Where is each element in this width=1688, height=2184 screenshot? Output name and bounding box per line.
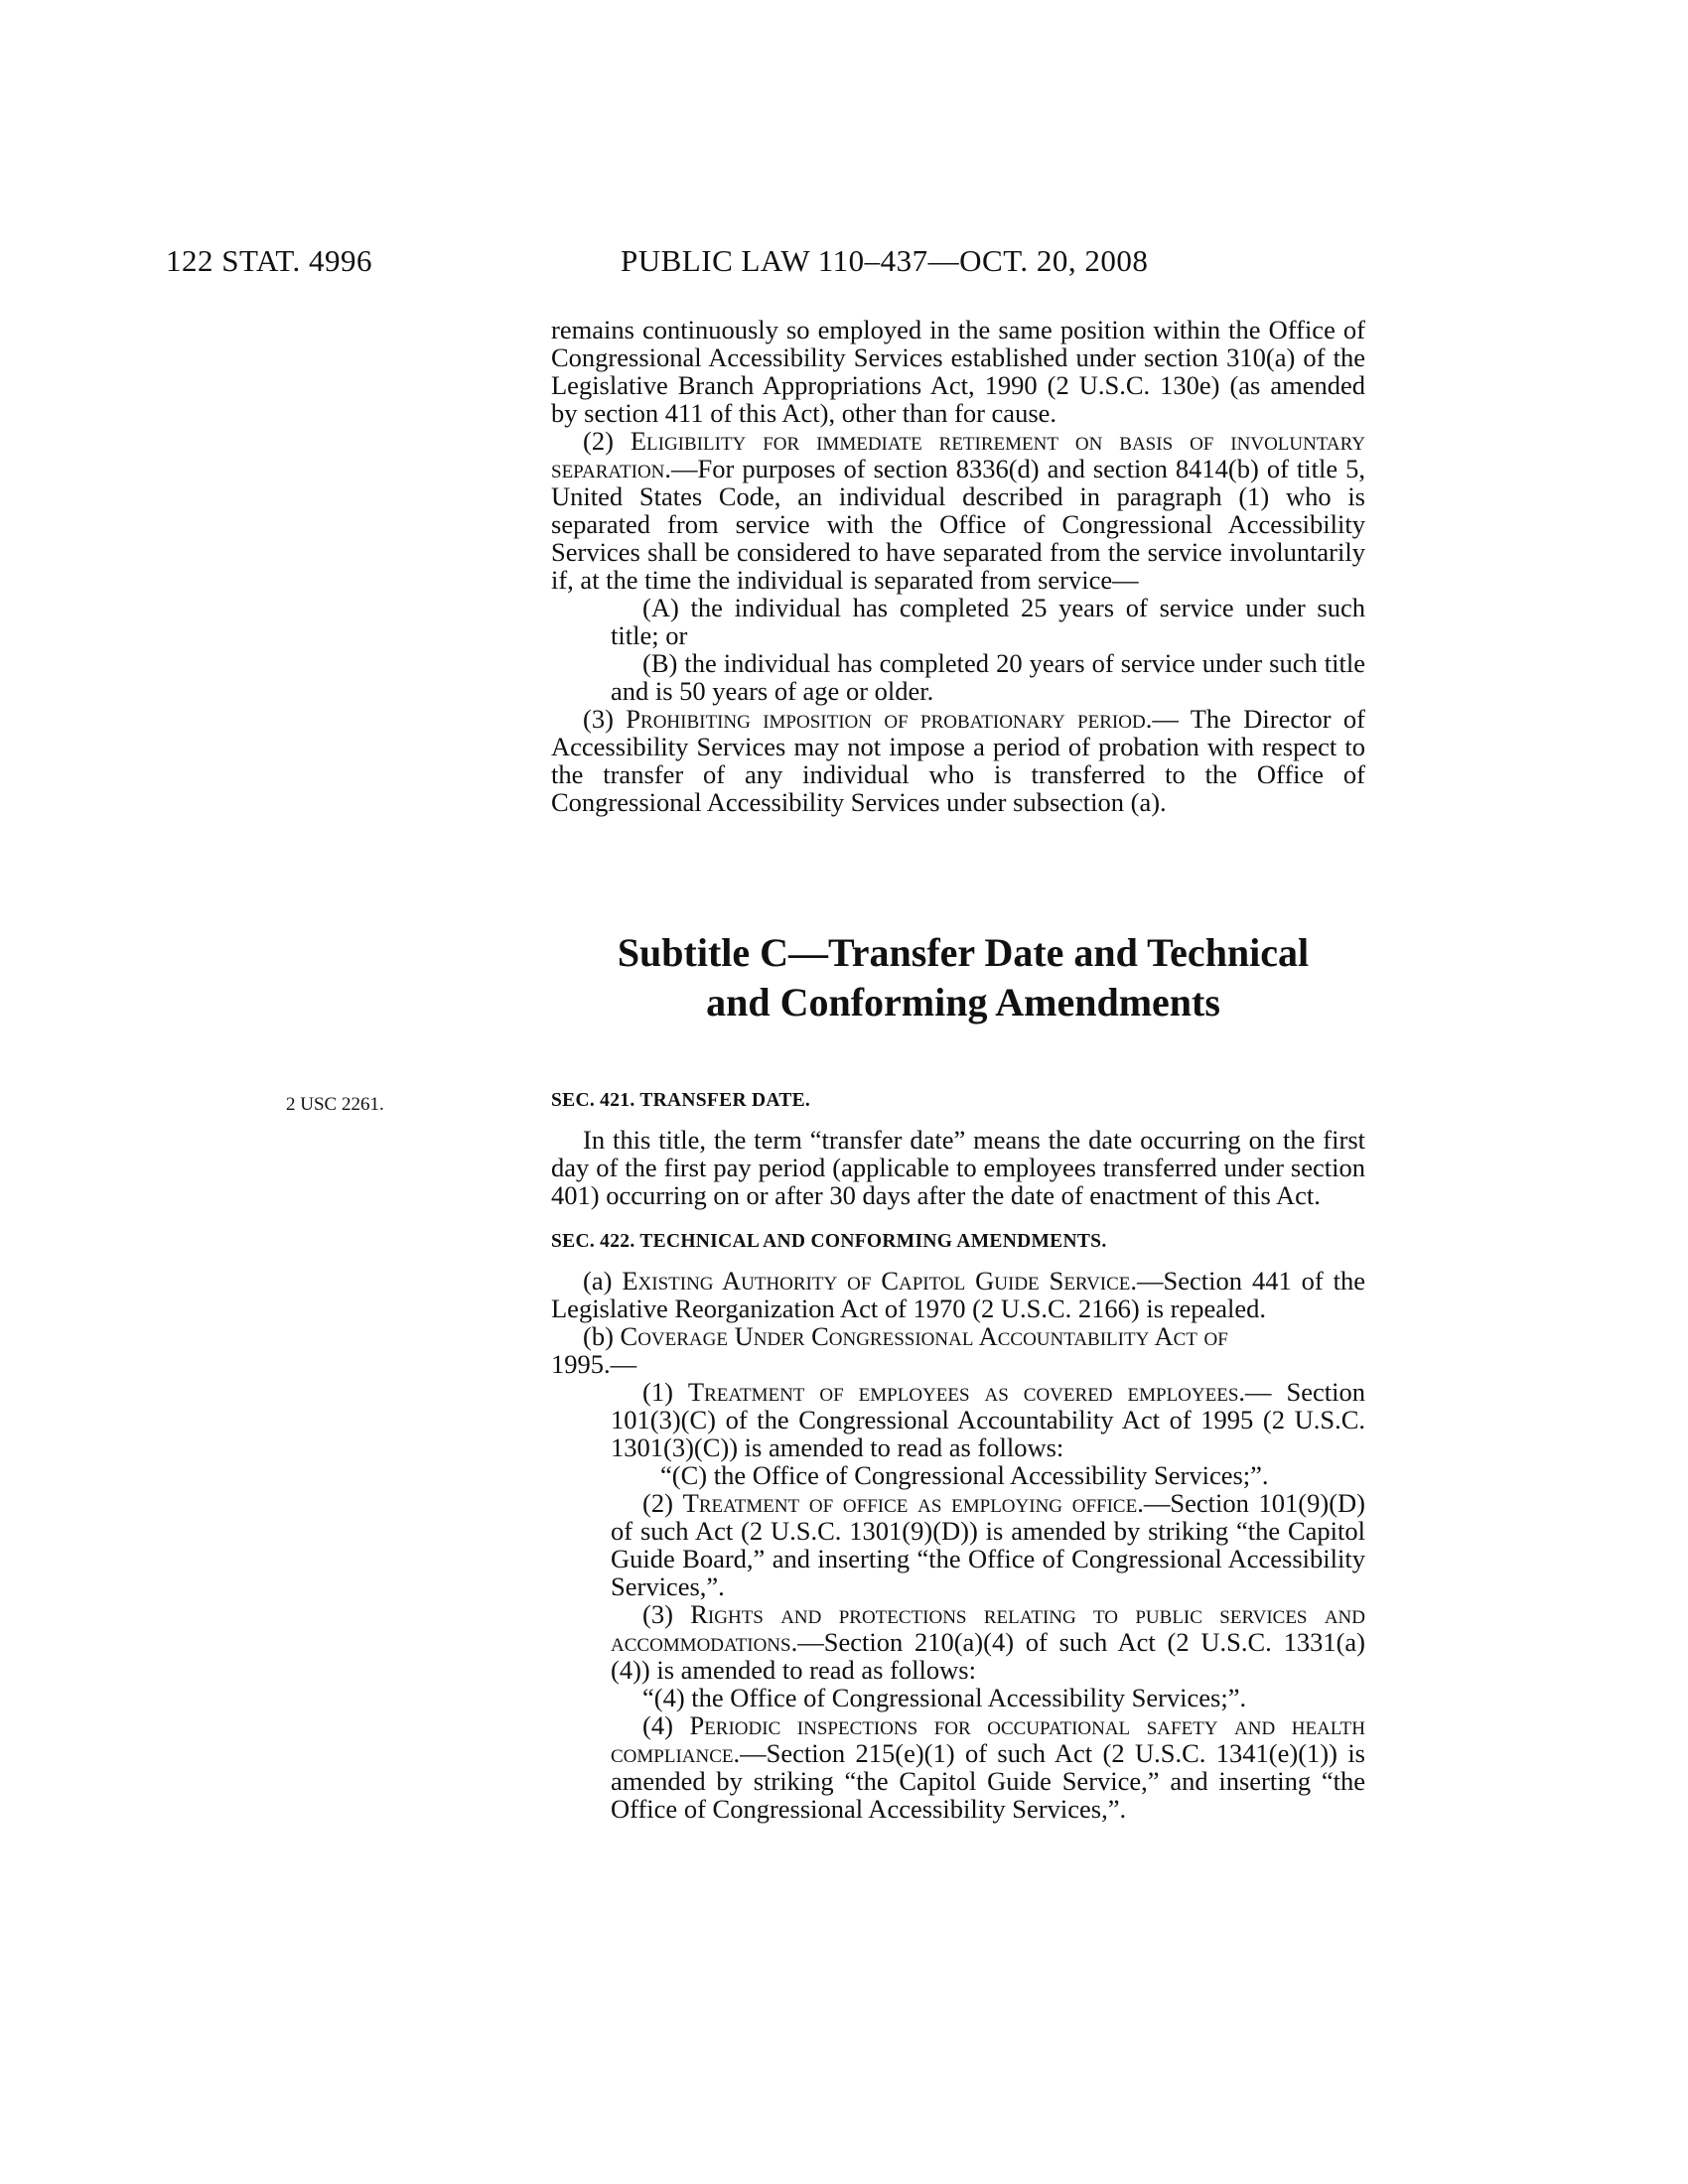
paragraph-b4-heading: Periodic inspections for occupational safety and health compliance [611,1710,1365,1768]
subtitle-heading [516,928,1410,1027]
paragraph-3: (3) Prohibiting imposition of probationary period.— The Director of Accessibility Services may not impose a period of probation with respect to the transfer of any individual who is transferred to the Office of Congressional Accessibility Services under subsection (a). [551,704,1365,817]
paragraph-b3: (3) Rights and protections relating to public services and accommodations.—Section 210(a)(4) of such Act (2 U.S.C. 1331(a)(4)) is amended to read as follows: [611,1599,1365,1685]
continued-paragraph: remains continuously so employed in the same position within the Office of Congressional Accessibility Services established under section 310(a) of the Legislative Branch Appropriations Act, 1990 (2 U.S.C. 130e) (as amended by section 411 of this Act), other than for cause. [551,315,1365,428]
paragraph-2: (2) Eligibility for immediate retirement on basis of involuntary separation.—For purposes of section 8336(d) and section 8414(b) of title 5, United States Code, an individual described in paragraph (1) who is separated from service with the Office of Congressional Accessibility Services shall be considered to have separated from the service involuntarily if, at the time the individual is separated from service— [551,426,1365,595]
running-head: PUBLIC LAW 110–437—OCT. 20, 2008 [621,243,1149,278]
top-text-block [551,316,1365,816]
section-421-heading: SEC. 421. TRANSFER DATE. [551,1090,811,1111]
subparagraph-b: (B) the individual has completed 20 years of service under such title and is 50 years of age or older. [611,648,1365,706]
paragraph-3-heading: Prohibiting imposition of probationary period [626,704,1146,734]
section-422-heading: SEC. 422. TECHNICAL AND CONFORMING AMENDMENTS. [551,1231,1107,1252]
quoted-text-b3: “(4) the Office of Congressional Accessibility Services;”. [642,1683,1247,1712]
page-header [0,243,1688,293]
subtitle-line-2: and Conforming Amendments [706,980,1220,1024]
stat-reference: 122 STAT. 4996 [166,243,373,278]
paragraph-b1: (1) Treatment of employees as covered employees.— Section 101(3)(C) of the Congressional Accountability Act of 1995 (2 U.S.C. 1301(3)(C)) is amended to read as follows: [611,1377,1365,1462]
subtitle-line-1: Subtitle C—Transfer Date and Technical [617,930,1310,975]
paragraph-2-heading: Eligibility for immediate retirement on basis of involuntary separation [551,426,1365,483]
section-421 [551,1090,1365,1209]
paragraph-b2: (2) Treatment of office as employing office.—Section 101(9)(D) of such Act (2 U.S.C. 1301(9)(D)) is amended by striking “the Capitol Guide Board,” and inserting “the Office of Congressional Accessibility Services,”. [611,1488,1365,1601]
section-422 [551,1231,1365,1823]
quoted-text-b1: “(C) the Office of Congressional Accessibility Services;”. [660,1460,1269,1490]
paragraph-b1-heading: Treatment of employees as covered employees [687,1377,1239,1407]
subsection-b: (b) Coverage Under Congressional Accountability Act of 1995.— [551,1321,1228,1379]
paragraph-b4: (4) Periodic inspections for occupational safety and health compliance.—Section 215(e)(1) of such Act (2 U.S.C. 1341(e)(1)) is amended by striking “the Capitol Guide Service,” and inserting “the Office of Congressional Accessibility Services,”. [611,1710,1365,1824]
section-421-body: In this title, the term “transfer date” means the date occurring on the first day of the first pay period (applicable to employees transferred under section 401) occurring on or after 30 days after the date of enactment of this Act. [551,1125,1365,1210]
subsection-a-heading: Existing Authority of Capitol Guide Service [622,1266,1131,1296]
subsection-b-heading: Coverage Under Congressional Accountability Act of [620,1321,1228,1351]
margin-citation: 2 USC 2261. [286,1094,384,1115]
paragraph-b2-heading: Treatment of office as employing office [682,1488,1138,1518]
subparagraph-a: (A) the individual has completed 25 years of service under such title; or [611,593,1365,650]
subsection-a: (a) Existing Authority of Capitol Guide Service.—Section 441 of the Legislative Reorganization Act of 1970 (2 U.S.C. 2166) is repealed. [551,1266,1365,1323]
paragraph-b3-heading: Rights and protections relating to public services and accommodations [611,1599,1365,1657]
